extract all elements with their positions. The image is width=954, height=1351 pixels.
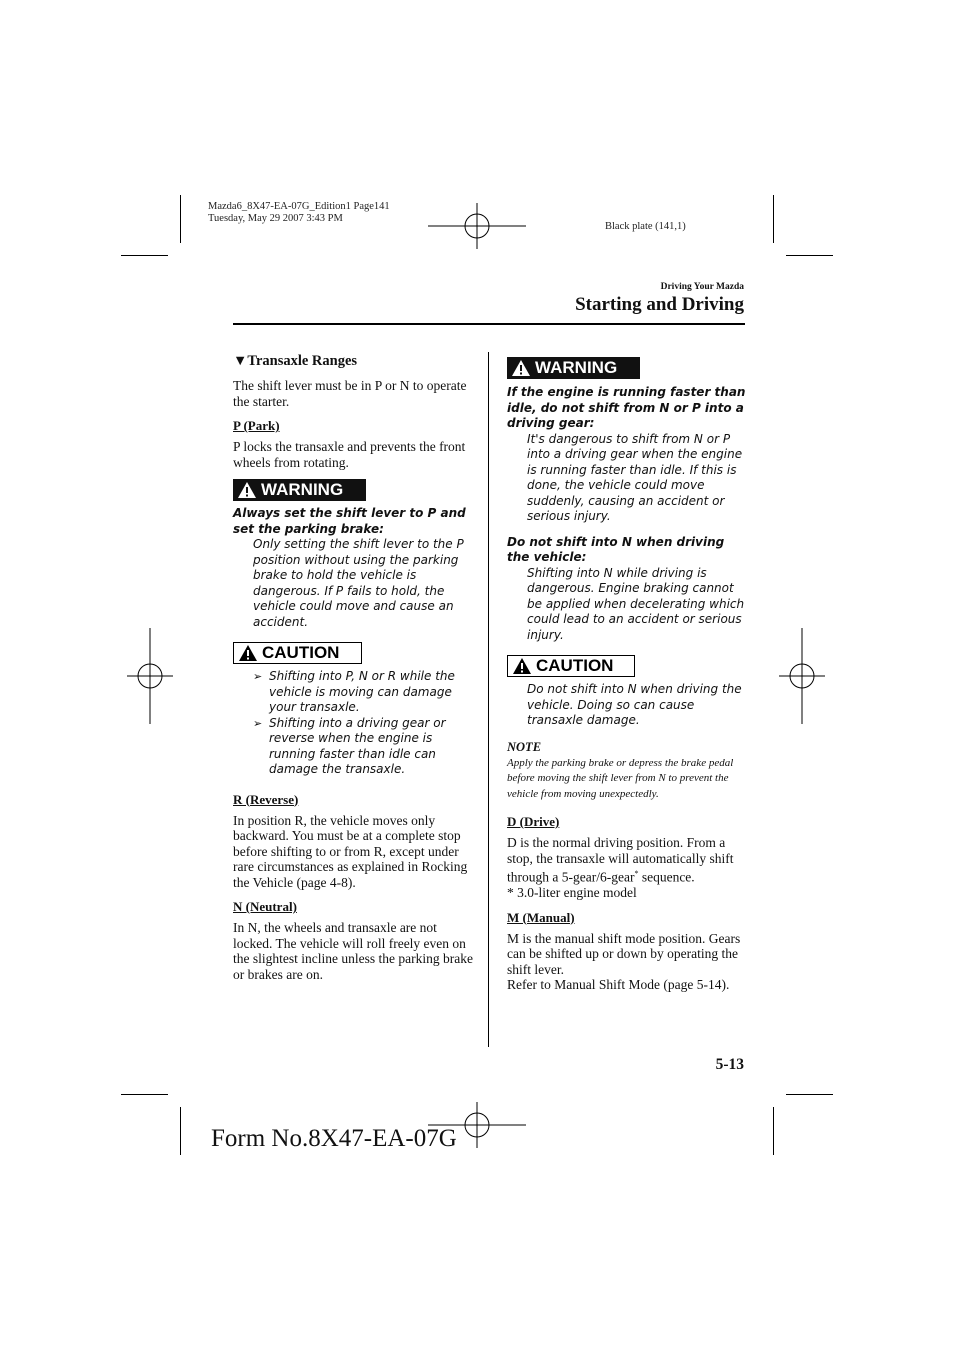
warning-lead: Always set the shift lever to P and set the parking brake: bbox=[233, 506, 466, 536]
registration-mark-right bbox=[779, 628, 825, 724]
caution-list bbox=[233, 669, 473, 778]
warning-lead-2: Do not shift into N when driving the vehicle: bbox=[507, 534, 725, 564]
manual-ref: Refer to Manual Shift Mode (page 5-14). bbox=[507, 977, 730, 992]
caution-label bbox=[507, 655, 635, 677]
drive-title: D (Drive) bbox=[507, 814, 560, 829]
registration-mark-left bbox=[127, 628, 173, 724]
warning-label bbox=[507, 357, 640, 379]
footnote: * 3.0-liter engine model bbox=[507, 885, 637, 900]
caution-label bbox=[233, 642, 362, 664]
manual-text: M is the manual shift mode position. Gears can be shifted up or down by operating the shift lever. bbox=[507, 930, 741, 977]
warning-label-text: WARNING bbox=[535, 358, 618, 377]
reverse-text: In position R, the vehicle moves only backward. You must be at a complete stop before shifting to or from R, except under rare circumstances as explained in Rocking the Vehicle (page 4-8). bbox=[233, 812, 468, 890]
caution-triangle-icon bbox=[512, 657, 532, 675]
intro-text: The shift lever must be in P or N to operate the starter. bbox=[233, 378, 467, 409]
section-heading-text: Transaxle Ranges bbox=[247, 353, 358, 369]
footnote-marker: * bbox=[634, 869, 639, 878]
header-rule bbox=[233, 323, 745, 325]
note-text: Apply the parking brake or depress the brake pedal before moving the shift lever from N to prevent the vehicle from moving unexpectedly. bbox=[507, 756, 734, 800]
manual-title: M (Manual) bbox=[507, 909, 575, 925]
print-file-line: Mazda6_8X47-EA-07G_Edition1 Page141 bbox=[208, 201, 390, 212]
registration-mark-top bbox=[428, 203, 526, 249]
column-divider bbox=[488, 352, 489, 1047]
warning-triangle-icon bbox=[237, 481, 257, 499]
list-item: ➢ Shifting into a driving gear or reverse when the engine is running faster than idle can damage the transaxle. bbox=[253, 715, 446, 776]
section-title: Starting and Driving bbox=[575, 294, 744, 315]
left-column bbox=[233, 353, 473, 982]
section-label: Driving Your Mazda bbox=[660, 282, 744, 292]
crop-mark bbox=[773, 1107, 774, 1155]
right-column bbox=[507, 357, 747, 993]
crop-mark bbox=[180, 195, 181, 243]
drive-text: D is the normal driving position. From a stop, the transaxle will automatically shift through a 5-gear/6-gear* sequence. bbox=[507, 835, 734, 885]
note-title: NOTE bbox=[507, 739, 542, 754]
warning-triangle-icon bbox=[511, 359, 531, 377]
neutral-text: In N, the wheels and transaxle are not locked. The vehicle will roll freely even on the slightest incline unless the parking brake or brakes are on. bbox=[233, 920, 473, 982]
warning-box bbox=[233, 479, 473, 630]
park-title: P (Park) bbox=[233, 418, 280, 433]
neutral-title: N (Neutral) bbox=[233, 899, 297, 914]
crop-mark bbox=[121, 255, 168, 256]
print-file-info bbox=[208, 201, 390, 225]
page-number: 5-13 bbox=[715, 1056, 744, 1073]
reverse-title: R (Reverse) bbox=[233, 791, 299, 807]
crop-mark bbox=[180, 1107, 181, 1155]
plate-label: Black plate (141,1) bbox=[605, 221, 686, 232]
section-heading bbox=[233, 353, 473, 370]
warning-text: Only setting the shift lever to the P position without using the parking brake to hold the vehicle is dangerous. If P fails to hold, the vehicle could move and cause an accident. bbox=[253, 537, 464, 629]
warning-label-text: WARNING bbox=[261, 480, 344, 499]
list-item: ➢ Shifting into P, N or R while the vehicle is moving can damage your transaxle. bbox=[253, 669, 455, 714]
warning-box bbox=[507, 357, 747, 643]
crop-mark bbox=[786, 1094, 833, 1095]
warning-text-2: Shifting into N while driving is dangerous. Engine braking cannot be applied when decelerating which could lead to an accident or serious injury. bbox=[527, 565, 745, 642]
print-date-line: Tuesday, May 29 2007 3:43 PM bbox=[208, 213, 343, 224]
crop-mark bbox=[121, 1094, 168, 1095]
warning-text: It's dangerous to shift from N or P into a driving gear when the engine is running faster than idle. If this is done, the vehicle could move suddenly, causing an accident or serious injury. bbox=[527, 431, 743, 523]
caution-box bbox=[233, 642, 473, 778]
caution-triangle-icon bbox=[238, 644, 258, 662]
arrow-bullet-icon: ➢ bbox=[253, 670, 263, 683]
form-number: Form No.8X47-EA-07G bbox=[211, 1125, 457, 1152]
warning-label bbox=[233, 479, 366, 501]
park-text: P locks the transaxle and prevents the front wheels from rotating. bbox=[233, 439, 466, 470]
caution-label-text: CAUTION bbox=[536, 656, 614, 675]
arrow-bullet-icon: ➢ bbox=[253, 716, 263, 730]
caution-text: Do not shift into N when driving the vehicle. Doing so can cause transaxle damage. bbox=[527, 682, 742, 727]
warning-lead: If the engine is running faster than idle, do not shift from N or P into a driving gear: bbox=[507, 385, 746, 430]
triangle-down-icon: ▼ bbox=[233, 353, 248, 369]
caution-box bbox=[507, 655, 747, 729]
crop-mark bbox=[786, 255, 833, 256]
caution-label-text: CAUTION bbox=[262, 643, 340, 662]
crop-mark bbox=[773, 195, 774, 243]
